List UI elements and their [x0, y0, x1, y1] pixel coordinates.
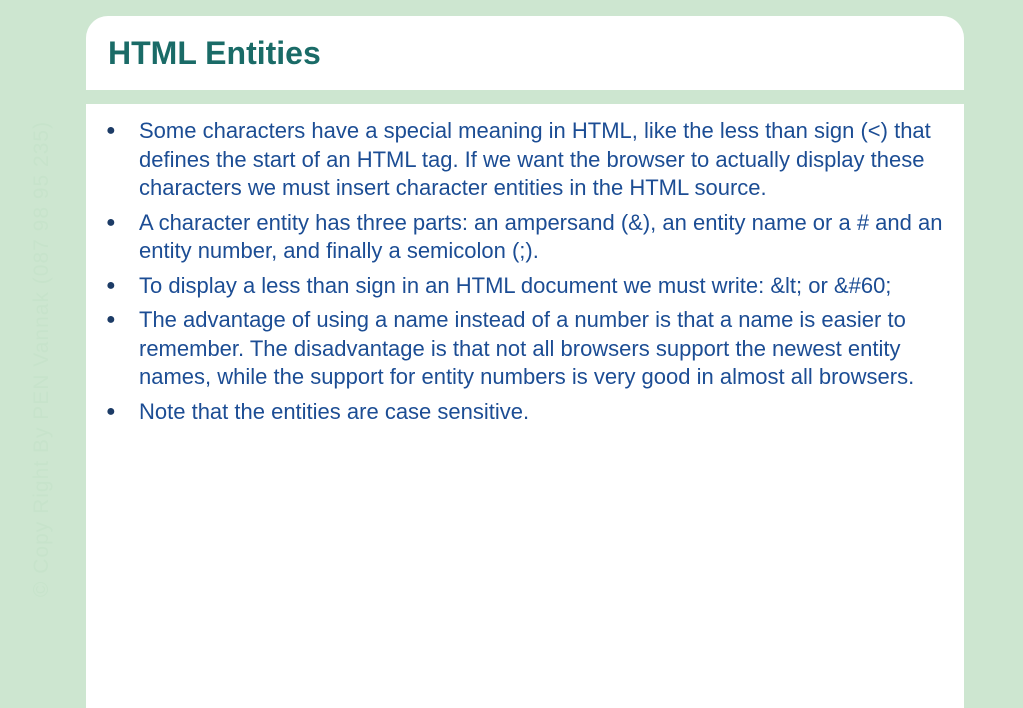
bullet-item [104, 209, 949, 266]
bullet-item [104, 272, 949, 301]
bullet-dot-icon: ● [106, 122, 116, 139]
content-panel [86, 104, 964, 708]
title-panel [86, 16, 964, 90]
bullet-dot-icon: ● [106, 311, 116, 328]
bullet-text: The advantage of using a name instead of a number is that a name is easier to remember. The disadvantage is that not all browsers support the newest entity names, while the support for entity numbers is very good in almost all browsers. [139, 307, 915, 389]
bullet-list [104, 117, 949, 432]
bullet-item [104, 306, 949, 392]
bullet-item [104, 398, 949, 427]
bullet-dot-icon: ● [106, 276, 116, 294]
bullet-text: To display a less than sign in an HTML document we must write: &lt; or &#60; [139, 272, 892, 298]
bullet-item [104, 117, 949, 203]
copyright-watermark [27, 94, 57, 624]
bullet-text: A character entity has three parts: an ampersand (&), an entity name or a # and an entity number, and finally a semicolon (;). [139, 209, 943, 263]
bullet-text: Some characters have a special meaning in HTML, like the less than sign (<) that defines the start of an HTML tag. If we want the browser to actually display these characters we must insert character entities in the HTML source. [139, 118, 931, 200]
bullet-dot-icon: ● [106, 213, 116, 231]
watermark-text: © Copy Right By PEN Vannak (087 98 95 235) [30, 120, 54, 598]
slide-title: HTML Entities [108, 35, 321, 71]
bullet-dot-icon: ● [106, 402, 116, 420]
bullet-text: Note that the entities are case sensitive. [139, 398, 530, 424]
